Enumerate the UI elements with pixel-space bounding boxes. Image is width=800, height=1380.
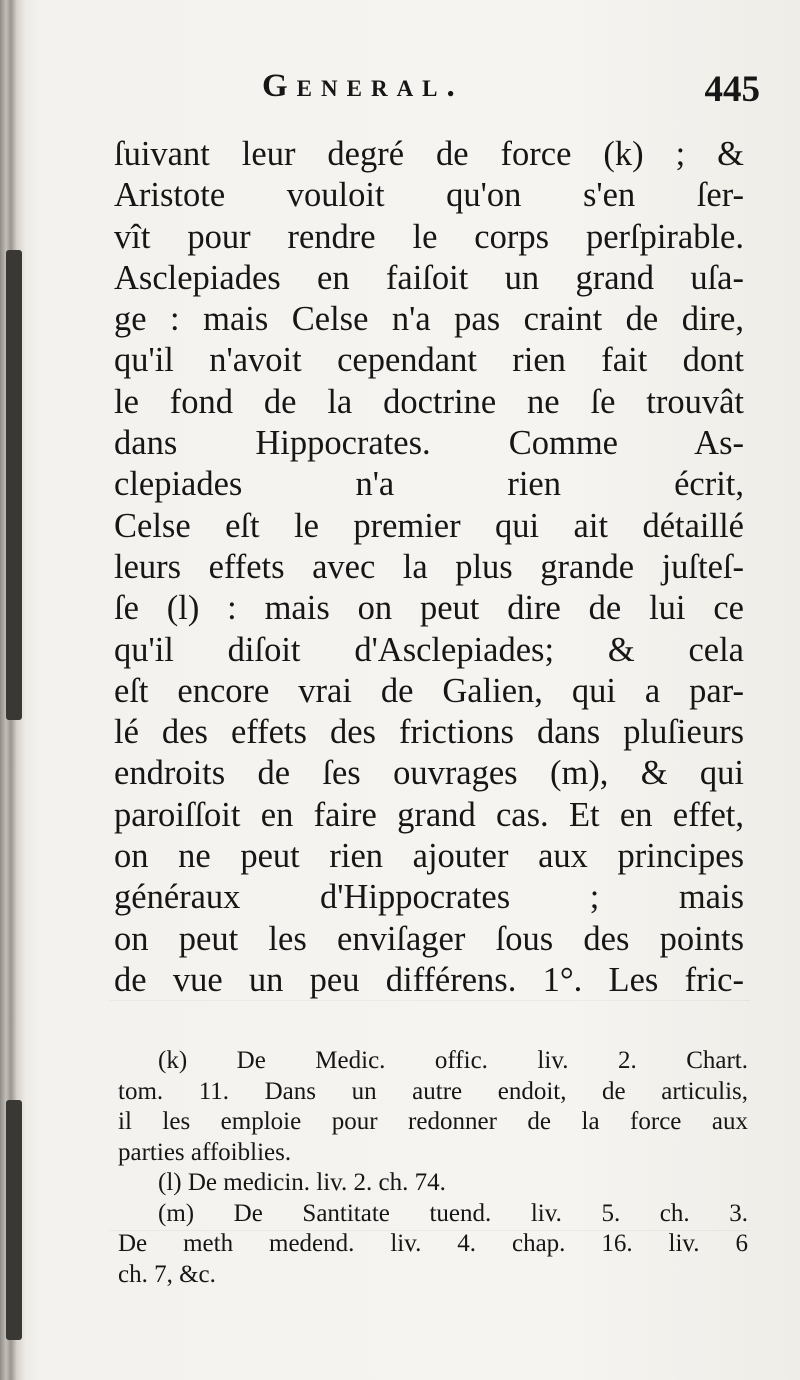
text-line: Celse eſt le premier qui ait détaillé (114, 506, 744, 545)
footnote-line: parties affoiblies. (118, 1138, 292, 1166)
text-line: leurs effets avec la plus grande juſteſ- (114, 547, 744, 586)
text-line: clepiades n'a rien écrit, (114, 465, 744, 504)
text-line: paroiſſoit en faire grand cas. Et en effet, (114, 795, 744, 834)
text-line: lé des effets des frictions dans pluſieurs (114, 713, 744, 752)
footnote-line: il les emploie pour redonner de la force aux (118, 1108, 748, 1135)
footnotes (118, 1046, 748, 1290)
running-head (110, 66, 760, 114)
text-line: vît pour rendre le corps perſpirable. (114, 217, 744, 256)
binding-shadow (6, 1100, 22, 1340)
text-line: qu'il n'avoit cependant rien fait dont (114, 341, 744, 380)
footnote-line: tom. 11. Dans un autre endoit, de articulis, (118, 1077, 748, 1105)
text-line: endroits de ſes ouvrages (m), & qui (114, 754, 744, 793)
binding-shadow (6, 250, 22, 720)
text-line: qu'il diſoit d'Asclepiades; & cela (114, 630, 744, 669)
footnote-line: De meth medend. liv. 4. chap. 16. liv. 6 (118, 1230, 748, 1257)
text-line: dans Hippocrates. Comme As- (114, 424, 744, 463)
footnote-line: ch. 7, &c. (118, 1260, 216, 1288)
running-title: General. (262, 68, 464, 104)
footnote-k: (k) De Medic. offic. liv. 2. Chart. (158, 1047, 748, 1074)
text-line: on ne peut rien ajouter aux principes (114, 837, 744, 876)
text-line: Aristote vouloit qu'on s'en ſer- (114, 176, 744, 215)
book-binding-edge (0, 0, 26, 1380)
text-line: eſt encore vrai de Galien, qui a par- (114, 671, 744, 710)
footnote-m: (m) De Santitate tuend. liv. 5. ch. 3. (158, 1199, 748, 1227)
main-text (114, 134, 744, 1001)
text-line: ſe (l) : mais on peut dire de lui ce (114, 589, 744, 628)
text-line: ſuivant leur degré de force (k) ; & (114, 135, 744, 173)
text-line: ge : mais Celse n'a pas craint de dire, (114, 300, 744, 339)
page-number: 445 (704, 69, 760, 110)
footnote-l: (l) De medicin. liv. 2. ch. 74. (158, 1169, 446, 1196)
text-line: le fond de la doctrine ne ſe trouvât (114, 382, 744, 421)
text-line: on peut les enviſager ſous des points (114, 919, 744, 958)
text-line: de vue un peu différens. 1°. Les fric- (114, 960, 744, 999)
text-line: Asclepiades en faiſoit un grand uſa- (114, 258, 744, 297)
text-line: généraux d'Hippocrates ; mais (114, 878, 744, 917)
